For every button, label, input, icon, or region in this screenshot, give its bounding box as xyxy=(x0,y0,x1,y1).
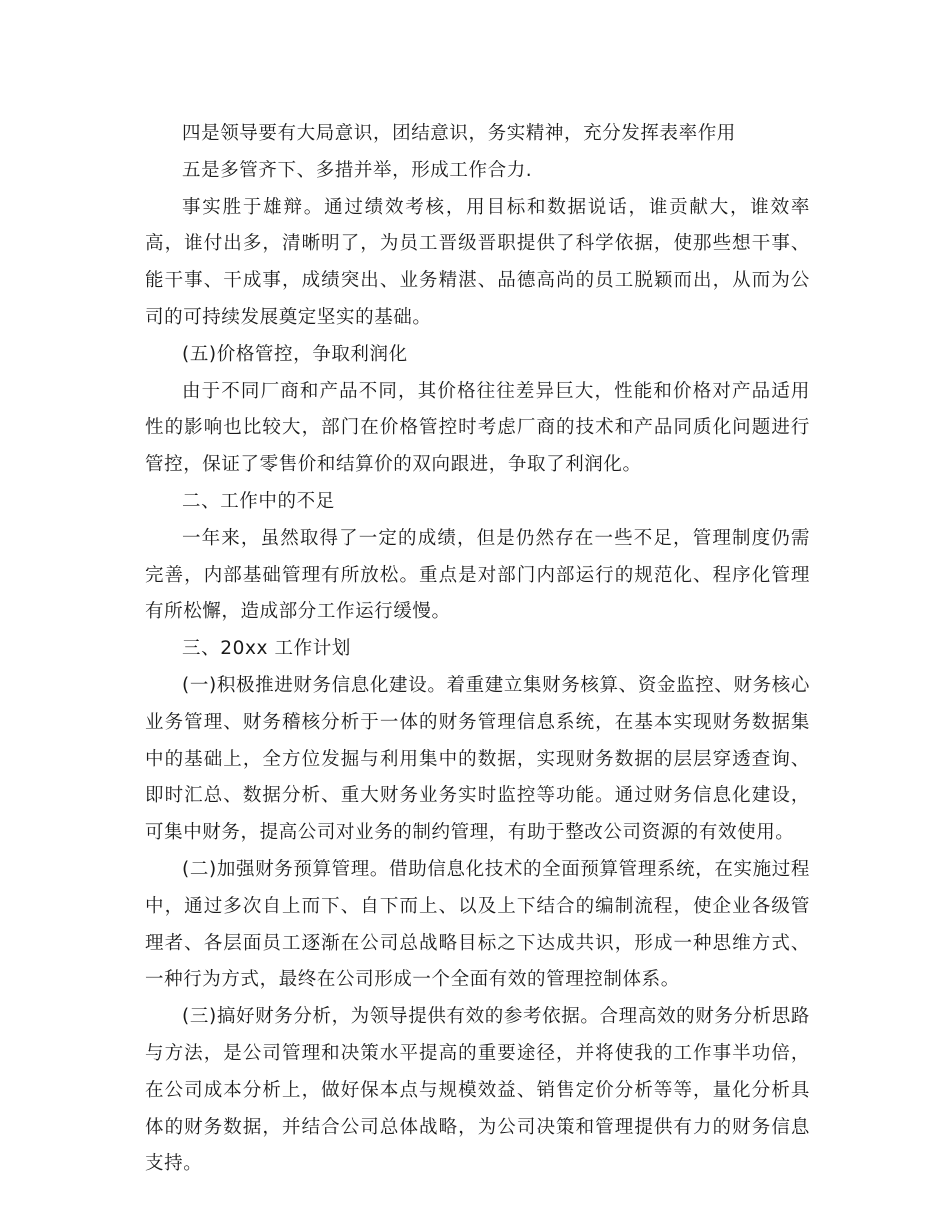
paragraph-plan-informatization: (一)积极推进财务信息化建设。着重建立集财务核算、资金监控、财务核心业务管理、财务稽核分析于一体的财务管理信息系统，在基本实现财务数据集中的基础上，全方位发掘与利用集中的数据，实现财务数据的层层穿透查询、即时汇总、数据分析、重大财务业务实时监控等功能。通过财务信息化建设，可集中财务，提高公司对业务的制约管理，有助于整改公司资源的有效使用。 xyxy=(145,674,810,844)
paragraph-plan-analysis: (三)搞好财务分析，为领导提供有效的参考依据。合理高效的财务分析思路与方法，是公司管理和决策水平提高的重要途径，并将使我的工作事半功倍，在公司成本分析上，做好保本点与规模效益、销售定价分析等等，量化分析具体的财务数据，并结合公司总体战略，为公司决策和管理提供有力的财务信息支持。 xyxy=(145,1006,810,1175)
paragraph-shortcomings: 一年来，虽然取得了一定的成绩，但是仍然存在一些不足，管理制度仍需完善，内部基础管理有所放松。重点是对部门内部运行的规范化、程序化管理有所松懈，造成部分工作运行缓慢。 xyxy=(145,527,810,623)
paragraph-leadership-awareness: 四是领导要有大局意识，团结意识，务实精神，充分发挥表率作用 xyxy=(182,123,736,144)
paragraph-plan-budget: (二)加强财务预算管理。借助信息化技术的全面预算管理系统，在实施过程中，通过多次自上而下、自下而上、以及上下结合的编制流程，使企业各级管理者、各层面员工逐渐在公司总战略目标之下达成共识，形成一种思维方式、一种行为方式，最终在公司形成一个全面有效的管理控制体系。 xyxy=(145,858,810,991)
section-heading-work-plan: 三、20xx 工作计划 xyxy=(182,638,351,660)
section-heading-price-control: (五)价格管控，争取利润化 xyxy=(182,343,408,365)
section-heading-shortcomings: 二、工作中的不足 xyxy=(182,490,335,512)
paragraph-price-control: 由于不同厂商和产品不同，其价格往往差异巨大，性能和价格对产品适用性的影响也比较大，部门在价格管控时考虑厂商的技术和产品同质化问题进行管控，保证了零售价和结算价的双向跟进，争取了利润化。 xyxy=(145,380,810,476)
paragraph-joint-effort: 五是多管齐下、多措并举，形成工作合力. xyxy=(182,159,533,181)
paragraph-performance-review: 事实胜于雄辩。通过绩效考核，用目标和数据说话，谁贡献大，谁效率高，谁付出多，清晰明了，为员工晋级晋职提供了科学依据，使那些想干事、能干事、干成事，成绩突出、业务精湛、品德高尚的员工脱颖而出，从而为公司的可持续发展奠定坚实的基础。 xyxy=(145,196,810,328)
document-body xyxy=(145,116,810,1183)
